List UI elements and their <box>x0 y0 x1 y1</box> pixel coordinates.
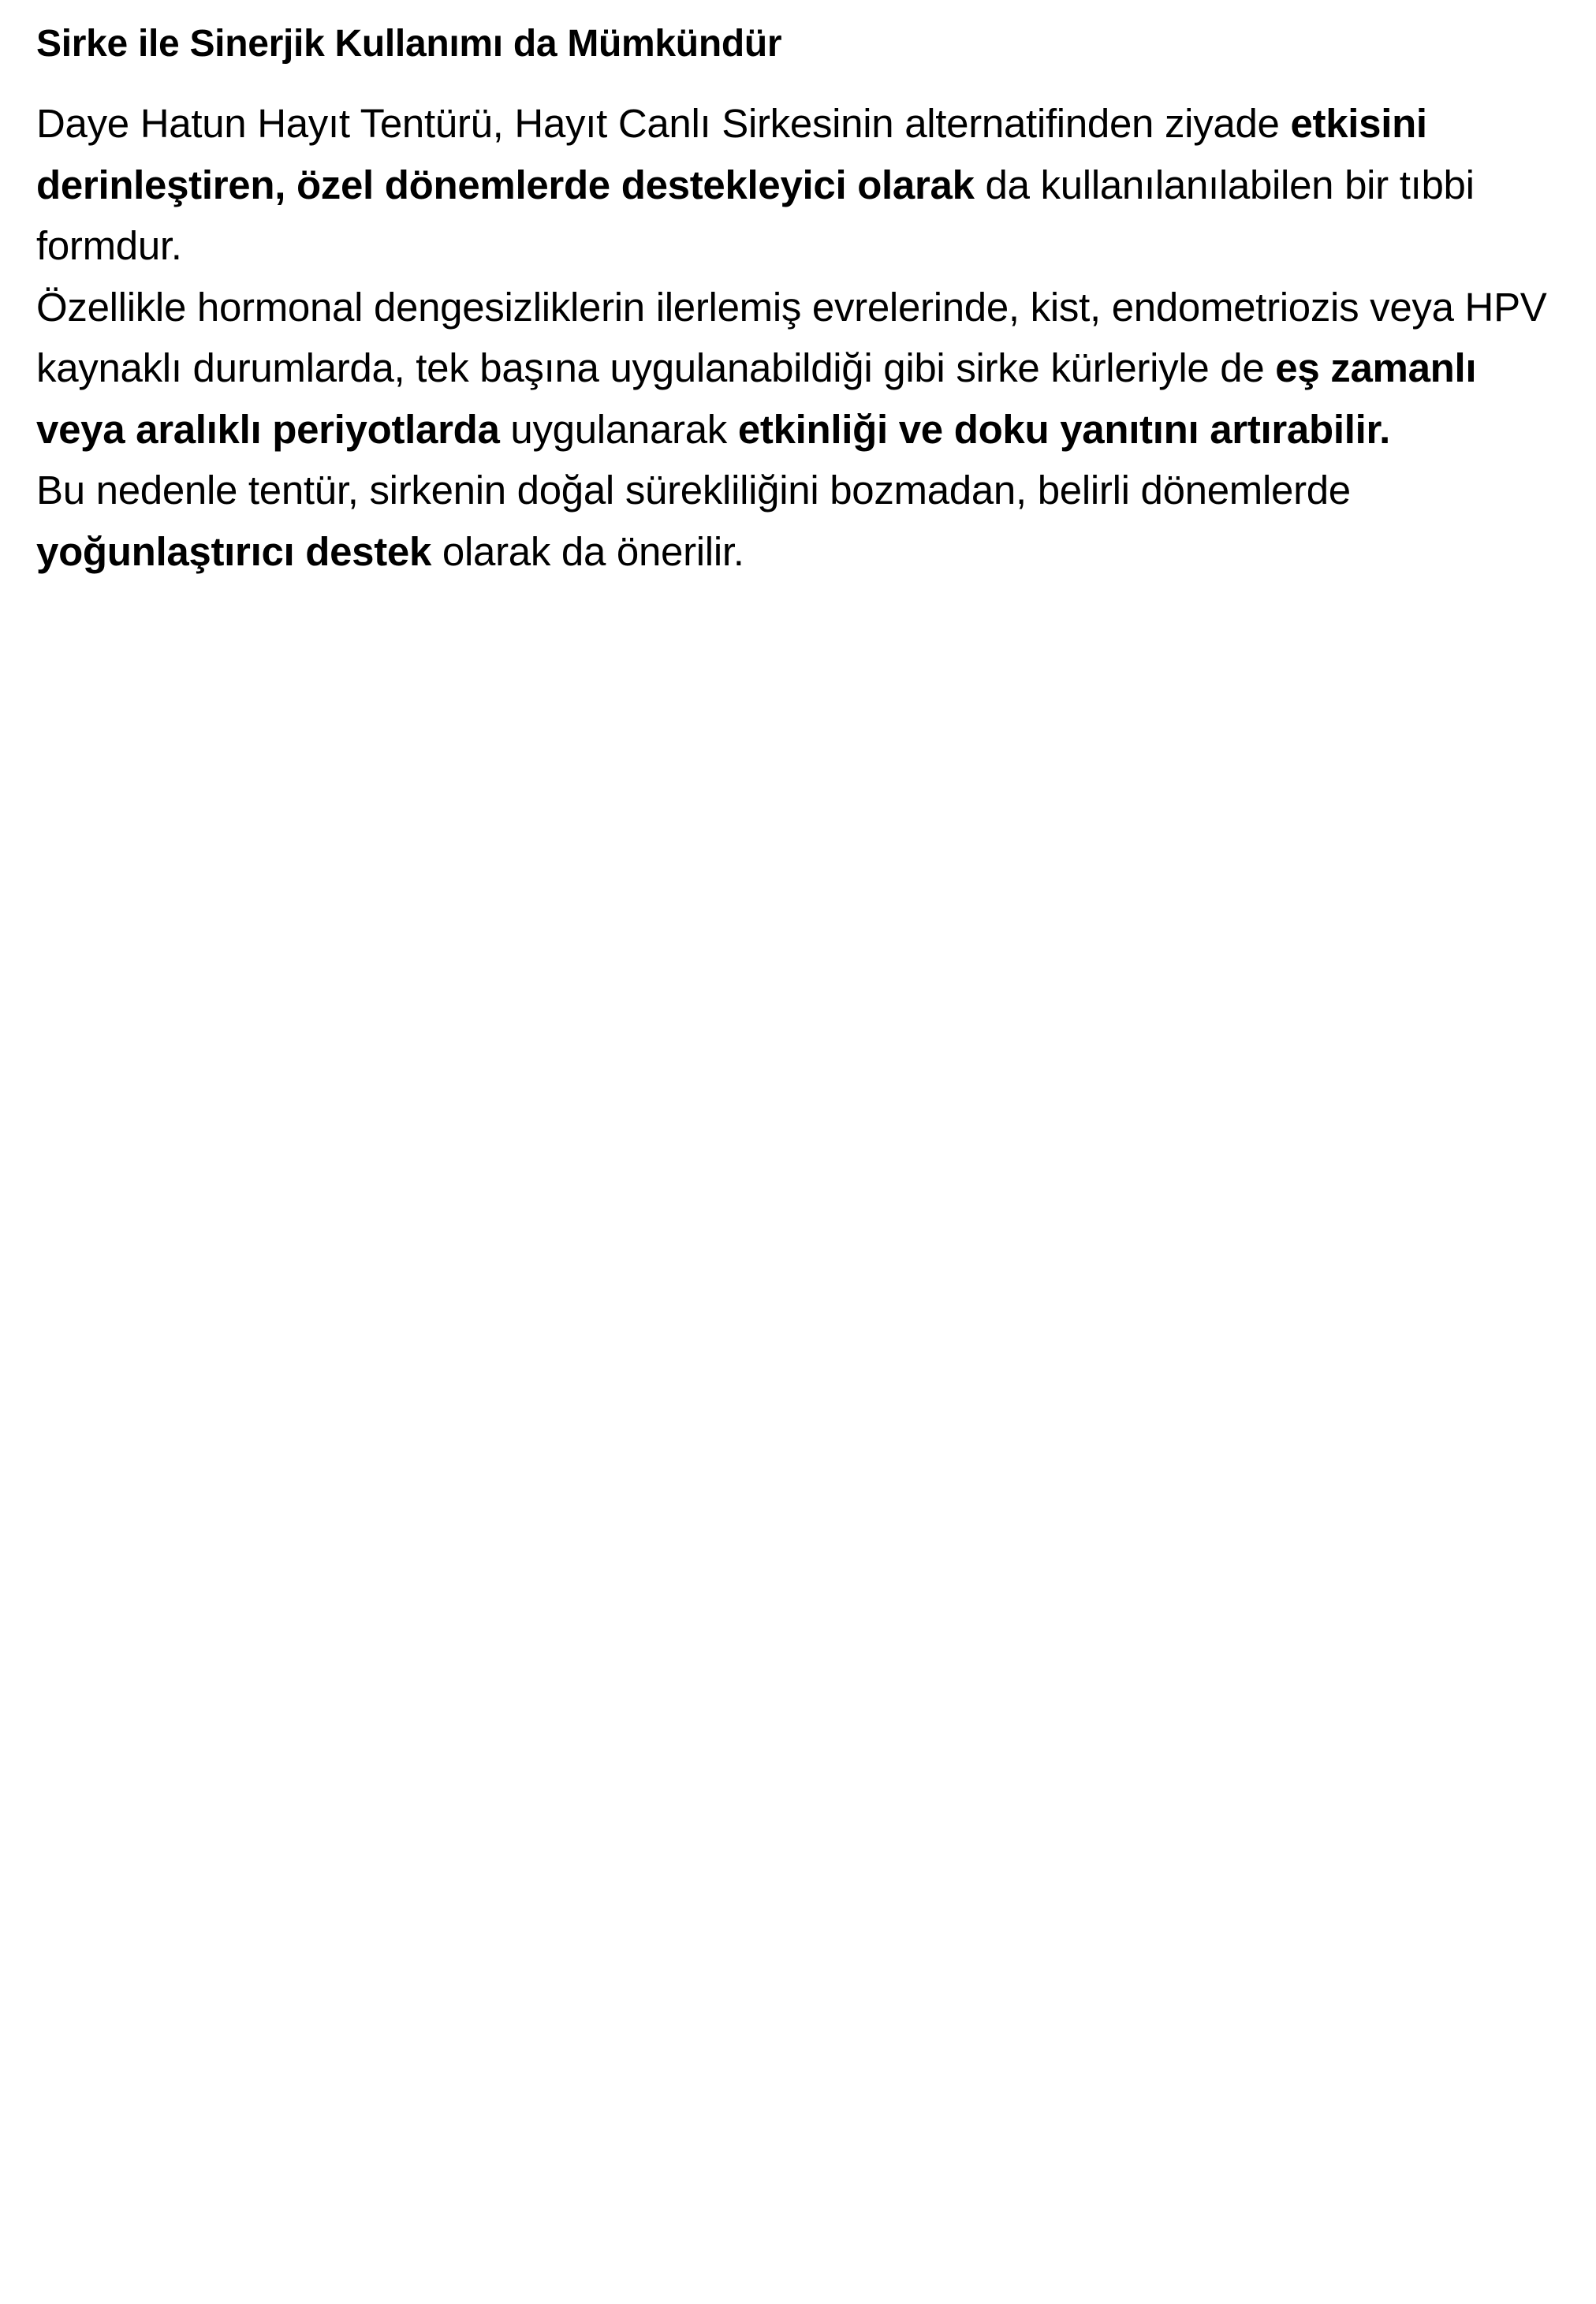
text-run: Bu nedenle tentür, sirkenin doğal sürekliliğini bozmadan, belirli dönemlerde <box>36 468 1351 513</box>
bold-text-run: yoğunlaştırıcı destek <box>36 528 432 574</box>
paragraph-2 <box>36 277 1574 460</box>
paragraph-3 <box>36 460 1574 582</box>
document-content <box>36 14 1574 582</box>
text-run: Özellikle hormonal dengesizliklerin ilerlemiş evrelerinde, kist, endometriozis veya HPV kaynaklı durumlarda, tek başına uygulanabildiği gibi sirke kürleriyle de <box>36 284 1547 390</box>
bold-text-run: eş zamanlı veya aralıklı periyotlarda <box>36 345 1477 452</box>
text-run: olarak da önerilir. <box>431 528 744 574</box>
bold-text-run: etkinliği ve doku yanıtını artırabilir. <box>737 406 1391 452</box>
document-title: Sirke ile Sinerjik Kullanımı da Mümkündür <box>36 23 782 65</box>
paragraph-1 <box>36 93 1574 277</box>
text-run: da kullanılanılabilen bir tıbbi formdur. <box>36 162 1475 268</box>
document-body <box>36 93 1574 582</box>
bold-text-run: etkisini derinleştiren, özel dönemlerde destekleyici olarak <box>36 101 1427 207</box>
text-run: uygulanarak <box>499 406 738 452</box>
text-run: Daye Hatun Hayıt Tentürü, Hayıt Canlı Sirkesinin alternatifinden ziyade <box>36 101 1291 146</box>
